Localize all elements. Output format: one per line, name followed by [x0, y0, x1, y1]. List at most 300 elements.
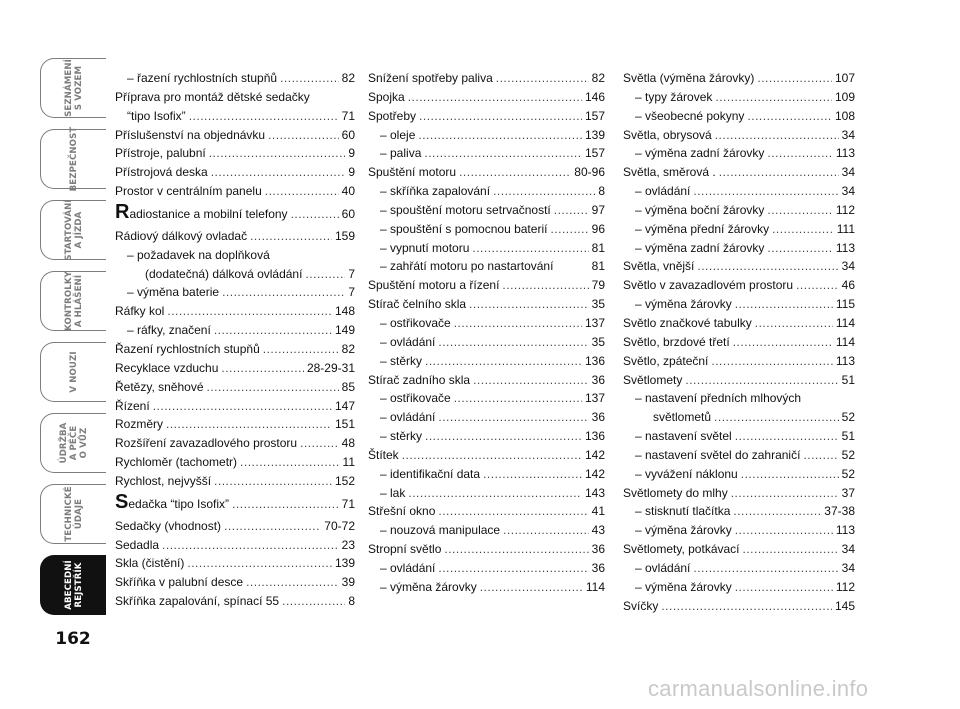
entry-page: 71	[341, 108, 355, 123]
entry-text	[115, 201, 288, 227]
entry-text: “tipo Isofix”	[127, 108, 186, 123]
dot-leader	[444, 540, 588, 559]
entry-page: 143	[584, 485, 605, 500]
dot-leader	[767, 201, 832, 220]
dot-leader	[419, 107, 582, 126]
entry-page: 70-72	[324, 518, 355, 533]
dot-leader	[735, 521, 833, 540]
index-entry	[623, 220, 855, 239]
entry-page: 79	[591, 278, 605, 293]
index-entry	[623, 465, 855, 484]
index-entry	[623, 502, 855, 521]
entry-page: 136	[584, 353, 605, 368]
index-entry	[368, 540, 605, 559]
page-number: 162	[55, 629, 91, 649]
dot-leader	[715, 126, 839, 145]
dot-leader	[221, 359, 304, 378]
tab-abecedni-rejstrik[interactable]	[40, 555, 106, 615]
entry-page: 8	[348, 594, 355, 609]
entry-text: – identifikační data	[380, 466, 481, 481]
dot-leader	[418, 126, 582, 145]
index-entry	[623, 597, 855, 616]
dot-leader	[803, 446, 838, 465]
dot-leader	[438, 502, 588, 521]
index-entry	[368, 427, 605, 446]
index-entry	[368, 465, 605, 484]
entry-page: 40	[341, 184, 355, 199]
dot-leader	[224, 517, 321, 536]
tab-seznameni-s-vozem[interactable]	[40, 58, 106, 118]
entry-text: – výměna boční žárovky	[635, 202, 765, 217]
entry-page: 36	[591, 372, 605, 387]
entry-text: – výměna žárovky	[635, 579, 732, 594]
entry-page: 112	[835, 579, 855, 594]
dot-leader	[711, 352, 832, 371]
entry-text: – ráfky, značení	[127, 323, 211, 338]
dot-leader	[459, 163, 571, 182]
entry-text: Snížení spotřeby paliva	[368, 71, 493, 85]
index-entry	[368, 578, 605, 597]
dot-leader	[189, 107, 339, 126]
index-entry	[623, 239, 855, 258]
index-entry	[623, 295, 855, 314]
dot-leader	[757, 69, 832, 88]
tab-technicke-udaje[interactable]	[40, 484, 106, 544]
dot-leader	[454, 314, 582, 333]
index-entry	[115, 107, 355, 126]
entry-page: 107	[834, 71, 855, 85]
dot-leader	[167, 302, 332, 321]
entry-page: 142	[584, 466, 605, 481]
dot-leader	[305, 265, 345, 284]
tab-label: V NOUZI	[68, 351, 79, 393]
dot-leader	[502, 276, 588, 295]
entry-page: 41	[591, 504, 605, 519]
entry-page: 113	[835, 353, 855, 368]
index-entry	[368, 408, 605, 427]
dot-leader	[493, 182, 595, 201]
entry-page: 60	[341, 206, 355, 221]
index-entry	[368, 314, 605, 333]
entry-page: 148	[334, 304, 355, 319]
entry-text: – skříňka zapalování	[380, 184, 491, 199]
entry-text: – paliva	[380, 146, 422, 161]
dot-leader	[438, 333, 588, 352]
entry-page: 82	[341, 71, 355, 85]
dot-leader	[733, 502, 821, 521]
index-entry	[623, 559, 855, 578]
entry-text: Střešní okno	[368, 504, 436, 519]
entry-page: 113	[835, 523, 855, 538]
index-entry	[368, 257, 605, 276]
index-entry	[368, 295, 605, 314]
entry-page: 114	[835, 334, 855, 349]
entry-page: 81	[591, 240, 605, 255]
entry-page: 142	[584, 447, 605, 462]
entry-text: Spuštění motoru a řízení	[368, 278, 500, 293]
entry-text: Štítek	[368, 447, 399, 462]
index-entry	[115, 378, 355, 397]
entry-text: Příprava pro montáž dětské sedačky	[115, 89, 310, 104]
dot-leader	[232, 491, 339, 517]
dot-leader	[480, 578, 583, 597]
entry-page: 136	[584, 429, 605, 444]
dot-leader	[483, 465, 582, 484]
dot-leader	[402, 446, 582, 465]
entry-page: 8	[598, 184, 605, 199]
entry-text: Rozšíření zavazadlového prostoru	[115, 436, 298, 451]
dot-leader	[715, 88, 832, 107]
index-entry	[115, 321, 355, 340]
index-entry	[368, 201, 605, 220]
dot-leader	[454, 389, 582, 408]
entry-page: 52	[841, 447, 855, 462]
index-entry	[368, 446, 605, 465]
entry-page: 109	[834, 89, 855, 104]
dot-leader	[796, 276, 839, 295]
entry-page: 137	[584, 315, 605, 330]
entry-text: – nouzová manipulace	[380, 523, 501, 538]
dot-leader	[282, 592, 345, 611]
entry-page: 81	[591, 259, 605, 274]
index-entry	[368, 69, 605, 88]
dot-leader	[166, 415, 332, 434]
dot-leader	[469, 295, 589, 314]
dot-leader	[735, 578, 833, 597]
entry-page: 34	[841, 542, 855, 557]
index-entry	[623, 257, 855, 276]
dot-leader	[438, 408, 588, 427]
entry-page: 9	[348, 165, 355, 180]
entry-text: – řazení rychlostních stupňů	[127, 71, 278, 85]
entry-text: Ráfky kol	[115, 304, 165, 319]
dot-leader	[550, 220, 588, 239]
entry-text: – ovládání	[380, 560, 436, 575]
index-entry	[623, 446, 855, 465]
index-entry	[368, 352, 605, 371]
entry-text: – výměna zadní žárovky	[635, 146, 765, 161]
entry-text: Světla (výměna žárovky)	[623, 71, 755, 85]
tab-label: SEZNÁMENÍ S VOZEM	[63, 59, 84, 117]
entry-page: 7	[348, 285, 355, 300]
dot-leader	[743, 540, 839, 559]
dot-leader	[735, 295, 833, 314]
entry-text: Světlo, brzdové třetí	[623, 334, 730, 349]
entry-text: – stisknutí tlačítka	[635, 504, 731, 519]
dot-leader	[408, 484, 582, 503]
entry-page: 37	[841, 485, 855, 500]
entry-text-rest: adiostanice a mobilní telefony	[129, 206, 288, 221]
entry-page: 51	[841, 372, 855, 387]
index-entry	[623, 163, 855, 182]
entry-page: 36	[591, 542, 605, 557]
entry-text: – oleje	[380, 127, 416, 142]
entry-text: Stírač zadního skla	[368, 372, 471, 387]
dot-leader	[268, 126, 339, 145]
entry-text: – ovládání	[635, 560, 691, 575]
dot-leader	[719, 163, 839, 182]
tab-label: KONTROLKY A HLÁŠENÍ	[63, 271, 84, 331]
dot-leader	[240, 453, 340, 472]
entry-text: Skříňka zapalování, spínací 55	[115, 594, 280, 609]
index-entry	[115, 472, 355, 491]
index-entry	[623, 182, 855, 201]
dot-leader	[697, 257, 838, 276]
entry-text: – výměna přední žárovky	[635, 221, 770, 236]
index-entry	[115, 517, 355, 536]
dot-leader	[693, 182, 838, 201]
index-entry	[115, 340, 355, 359]
dot-leader	[246, 573, 339, 592]
entry-page: 39	[341, 575, 355, 590]
entry-text	[115, 491, 229, 517]
dot-leader	[733, 333, 833, 352]
entry-text: Rozměry	[115, 417, 164, 432]
entry-text: – výměna zadní žárovky	[635, 240, 765, 255]
index-entry	[623, 389, 855, 408]
tab-label: BEZPEČNOST	[68, 126, 79, 192]
entry-text: – všeobecné pokyny	[635, 108, 745, 123]
entry-page: 37-38	[824, 504, 855, 519]
index-entry	[368, 371, 605, 390]
dot-leader	[685, 371, 838, 390]
index-column-2	[368, 69, 605, 597]
watermark: carmanualsonline.info	[648, 676, 869, 701]
dot-leader	[280, 69, 339, 88]
entry-page: 7	[348, 266, 355, 281]
entry-page: 114	[835, 315, 855, 330]
dot-leader	[214, 472, 332, 491]
index-entry	[115, 302, 355, 321]
index-entry	[623, 88, 855, 107]
index-entry	[368, 559, 605, 578]
entry-initial-letter: R	[115, 200, 130, 223]
entry-page: 112	[835, 202, 855, 217]
entry-page: 108	[834, 108, 855, 123]
entry-text: – ovládání	[380, 334, 436, 349]
index-entry	[115, 265, 355, 284]
entry-page: 51	[841, 429, 855, 444]
index-entry	[115, 554, 355, 573]
entry-page: 152	[334, 473, 355, 488]
dot-leader	[211, 163, 346, 182]
entry-text: Světla, obrysová	[623, 127, 712, 142]
entry-text: – ostřikovače	[380, 315, 451, 330]
index-entry	[368, 521, 605, 540]
index-entry	[115, 182, 355, 201]
entry-page: 157	[584, 146, 605, 161]
index-entry	[368, 163, 605, 182]
entry-page: 28-29-31	[306, 360, 355, 375]
entry-text-rest: edačka “tipo Isofix”	[128, 496, 230, 511]
index-entry	[368, 333, 605, 352]
index-entry	[115, 88, 355, 107]
entry-text: – výměna žárovky	[635, 297, 732, 312]
entry-page: 34	[841, 165, 855, 180]
entry-text: Rychlost, nejvyšší	[115, 473, 212, 488]
entry-text: – nastavení předních mlhových	[635, 391, 802, 406]
entry-text: – ostřikovače	[380, 391, 451, 406]
entry-text: Řazení rychlostních stupňů	[115, 341, 260, 356]
entry-text: – výměna baterie	[127, 285, 220, 300]
tab-startovani-a-jizda[interactable]	[40, 200, 106, 260]
entry-text: Světlo značkové tabulky	[623, 315, 752, 330]
tab-kontrolky-a-hlaseni[interactable]	[40, 271, 106, 331]
entry-text: – typy žárovek	[635, 89, 713, 104]
index-entry	[115, 453, 355, 472]
index-entry	[368, 484, 605, 503]
entry-text: – lak	[380, 485, 406, 500]
dot-leader	[735, 427, 839, 446]
entry-text: Stropní světlo	[368, 542, 442, 557]
dot-leader	[772, 220, 834, 239]
index-entry	[115, 491, 355, 517]
index-entry	[368, 276, 605, 295]
entry-page: 151	[334, 417, 355, 432]
dot-leader	[731, 484, 839, 503]
index-entry	[623, 107, 855, 126]
entry-text: Skříňka v palubní desce	[115, 575, 244, 590]
entry-page: 36	[591, 410, 605, 425]
tab-label: ÚDRŽBA A PÉČE O VŮZ	[58, 422, 89, 464]
tab-v-nouzi[interactable]	[40, 342, 106, 402]
dot-leader	[554, 201, 589, 220]
entry-text: Recyklace vzduchu	[115, 360, 219, 375]
entry-text: Světlomety do mlhy	[623, 485, 728, 500]
entry-text: (dodatečná) dálková ovládání	[145, 266, 303, 281]
entry-text: Sedačky (vhodnost)	[115, 518, 222, 533]
entry-text: Svíčky	[623, 598, 659, 613]
entry-text: Přístrojová deska	[115, 165, 208, 180]
dot-leader	[291, 201, 339, 227]
dot-leader	[214, 321, 332, 340]
dot-leader	[263, 340, 339, 359]
dot-leader	[408, 88, 582, 107]
entry-page: 159	[334, 228, 355, 243]
entry-text: – požadavek na doplňková	[127, 247, 270, 262]
index-entry	[623, 144, 855, 163]
entry-page: 113	[835, 146, 855, 161]
entry-page: 147	[334, 398, 355, 413]
entry-page: 11	[342, 455, 355, 470]
entry-text: – výměna žárovky	[635, 523, 732, 538]
index-entry	[623, 484, 855, 503]
entry-initial-letter: S	[115, 490, 129, 513]
index-entry	[623, 333, 855, 352]
dot-leader	[767, 144, 832, 163]
entry-text: – vypnutí motoru	[380, 240, 470, 255]
entry-page: 146	[584, 89, 605, 104]
index-entry	[623, 276, 855, 295]
index-entry	[115, 283, 355, 302]
index-entry	[368, 88, 605, 107]
entry-text: Světlomety	[623, 372, 683, 387]
entry-page: 96	[591, 221, 605, 236]
entry-page: 145	[834, 598, 855, 613]
tab-label: TECHNICKÉ ÚDAJE	[63, 486, 84, 542]
dot-leader	[503, 521, 589, 540]
entry-page: 137	[584, 391, 605, 406]
entry-page: 139	[334, 556, 355, 571]
index-entry	[115, 397, 355, 416]
entry-page: 23	[341, 537, 355, 552]
index-entry	[623, 126, 855, 145]
dot-leader	[747, 107, 832, 126]
entry-text: Světlo v zavazadlovém prostoru	[623, 278, 794, 293]
index-entry	[115, 592, 355, 611]
entry-text: Řízení	[115, 398, 150, 413]
dot-leader	[209, 144, 346, 163]
index-entry	[368, 389, 605, 408]
entry-text: Spotřeby	[368, 108, 417, 123]
entry-page: 46	[841, 278, 855, 293]
dot-leader	[755, 314, 833, 333]
entry-text: – spouštění s pomocnou baterií	[380, 221, 548, 236]
index-entry	[115, 163, 355, 182]
entry-page: 85	[341, 379, 355, 394]
entry-text: Spuštění motoru	[368, 165, 457, 180]
dot-leader	[153, 397, 332, 416]
entry-text: – nastavení světel do zahraničí	[635, 447, 801, 462]
dot-leader	[425, 352, 582, 371]
entry-page: 52	[841, 466, 855, 481]
entry-page: 157	[584, 108, 605, 123]
dot-leader	[472, 239, 588, 258]
index-entry	[115, 144, 355, 163]
tab-udrzba-a-pece[interactable]	[40, 413, 106, 473]
dot-leader	[250, 227, 332, 246]
entry-text: – stěrky	[380, 353, 423, 368]
entry-page: 34	[841, 127, 855, 142]
entry-page: 97	[591, 202, 605, 217]
dot-leader	[162, 536, 339, 555]
entry-text: Světla, směrová .	[623, 165, 716, 180]
dot-leader	[496, 69, 589, 88]
index-entry	[115, 126, 355, 145]
entry-page: 114	[585, 579, 605, 594]
entry-text: Sedadla	[115, 537, 160, 552]
entry-page: 139	[584, 127, 605, 142]
entry-text: – ovládání	[380, 410, 436, 425]
dot-leader	[438, 559, 588, 578]
entry-page: 60	[341, 127, 355, 142]
index-entry	[623, 201, 855, 220]
entry-text: Řetězy, sněhové	[115, 379, 204, 394]
entry-text: Stírač čelního skla	[368, 297, 467, 312]
dot-leader	[767, 239, 832, 258]
index-column-3	[623, 69, 855, 615]
entry-page: 35	[591, 334, 605, 349]
index-entry	[115, 201, 355, 227]
index-entry	[368, 107, 605, 126]
index-entry	[623, 427, 855, 446]
index-entry	[368, 220, 605, 239]
index-entry	[623, 578, 855, 597]
entry-page: 35	[591, 297, 605, 312]
dot-leader	[207, 378, 339, 397]
index-entry	[115, 246, 355, 265]
entry-text: – spouštění motoru setrvačností	[380, 202, 551, 217]
tab-bezpecnost[interactable]	[40, 126, 106, 192]
entry-page: 149	[334, 323, 355, 338]
dot-leader	[661, 597, 832, 616]
index-entry	[115, 434, 355, 453]
index-column-1	[115, 69, 355, 611]
entry-text: světlometů	[653, 410, 712, 425]
entry-page: 48	[341, 436, 355, 451]
entry-page: 34	[841, 560, 855, 575]
entry-page: 52	[841, 410, 855, 425]
